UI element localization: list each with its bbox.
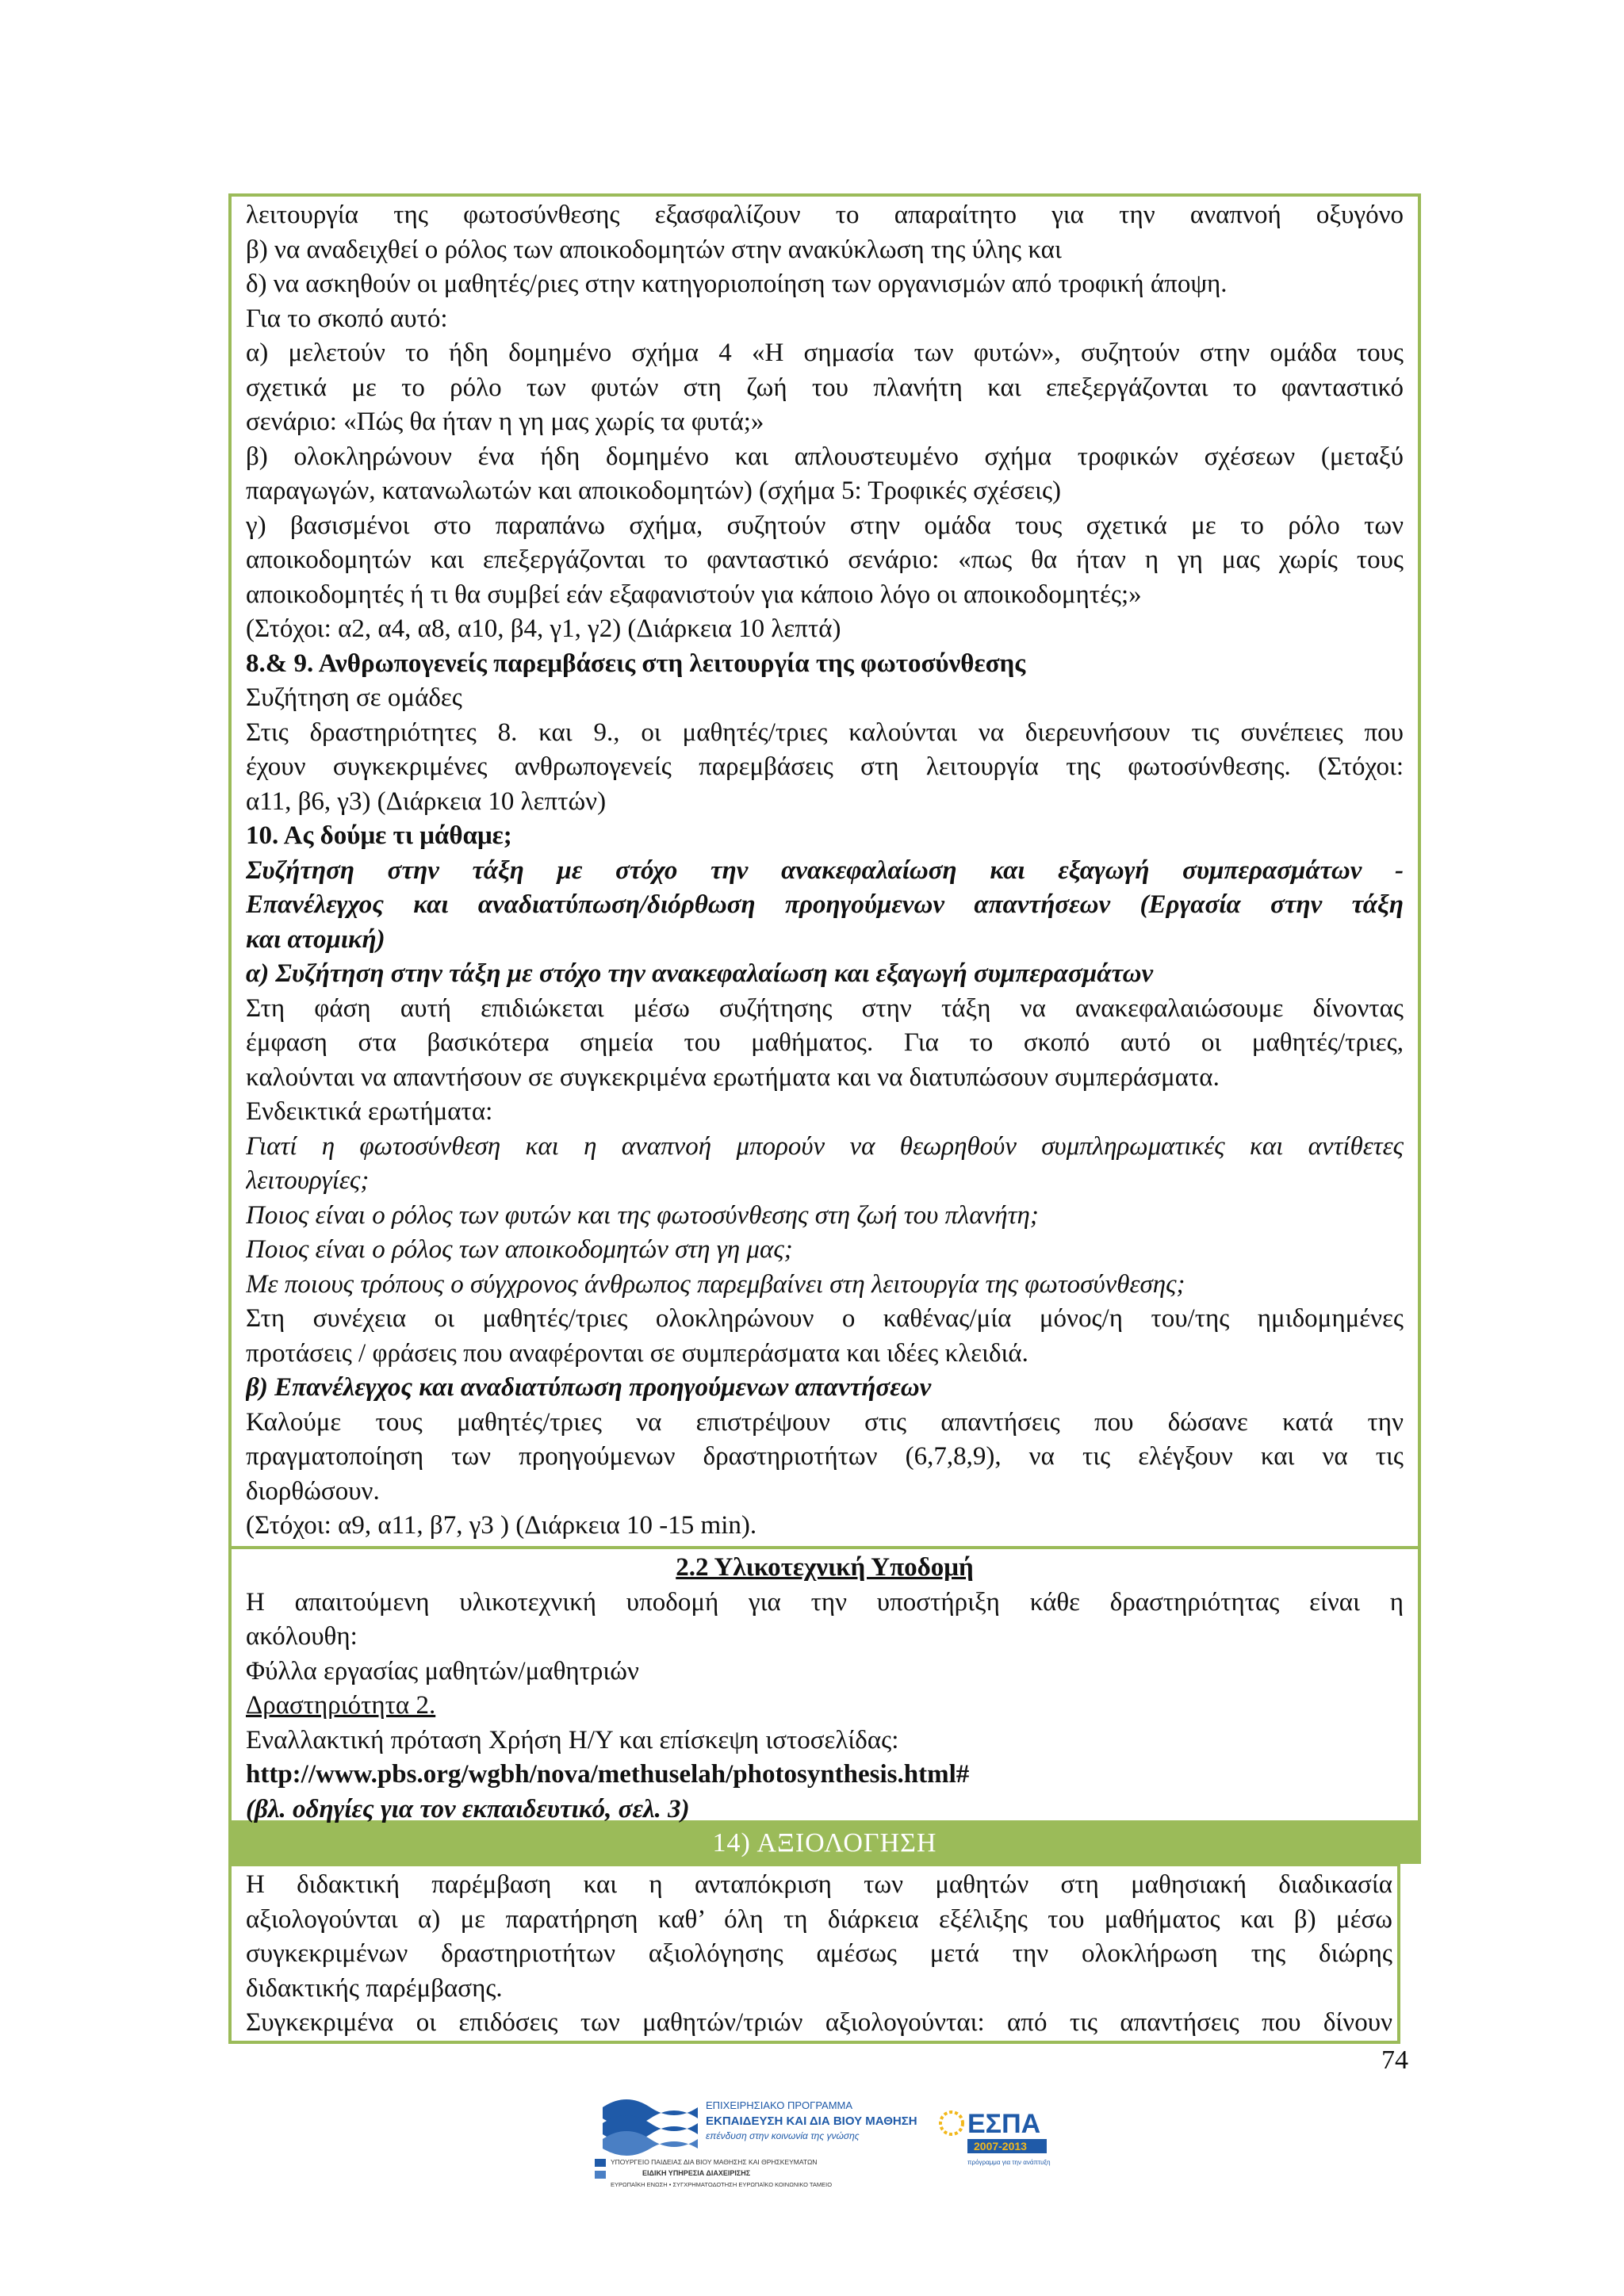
question-line: Γιατί η φωτοσύνθεση και η αναπνοή μπορούν να θεωρηθούν συμπληρωματικές και αντίθετες	[246, 1131, 1404, 1161]
text-line: σενάριο: «Πώς θα ήταν η γη μας χωρίς τα φυτά;»	[246, 408, 764, 436]
section-heading-infrastructure: 2.2 Υλικοτεχνική Υποδομή	[676, 1553, 974, 1582]
section-bar-evaluation: 14) ΑΞΙΟΛΟΓΗΣΗ	[228, 1823, 1421, 1864]
text-line: α) μελετούν το ήδη δομημένο σχήμα 4 «Η σημασία των φυτών», συζητούν στην ομάδα τους	[246, 339, 1404, 367]
subheading-line: και ατομική)	[246, 924, 385, 954]
text-line: γ) βασισμένοι στο παραπάνω σχήμα, συζητούν στην ομάδα τους σχετικά με το ρόλο των	[246, 511, 1404, 540]
logo-text: ΕΣΠΑ	[967, 2109, 1041, 2139]
text-line: Η απαιτούμενη υλικοτεχνική υποδομή για την υποστήριξη κάθε δραστηριότητας είναι η	[246, 1587, 1404, 1617]
text-line: β) ολοκληρώνουν ένα ήδη δομημένο και απλουστευμένο σχήμα τροφικών σχέσεων (μεταξύ	[246, 442, 1404, 471]
text-line: διορθώσουν.	[246, 1476, 380, 1506]
logo-text: 2007-2013	[974, 2140, 1027, 2152]
page-number: 74	[1381, 2045, 1408, 2075]
text-line: Δραστηριότητα 2.	[246, 1691, 436, 1720]
text-line: Συγκεκριμένα οι επιδόσεις των μαθητών/τριών αξιολογούνται: από τις απαντήσεις που δίνουν	[246, 2008, 1392, 2037]
text-line: Στη συνέχεια οι μαθητές/τριες ολοκληρώνουν ο καθένας/μία μόνος/η του/της ημιδομημένες	[246, 1304, 1404, 1333]
eu-flag-icon	[595, 2159, 606, 2167]
text-line: Ενδεικτικά ερωτήματα:	[246, 1097, 493, 1126]
text-line: Συζήτηση σε ομάδες	[246, 683, 462, 712]
subheading-line: Συζήτηση στην τάξη με στόχο την ανακεφαλαίωση και εξαγωγή συμπερασμάτων -	[246, 855, 1404, 885]
logo-text: ΥΠΟΥΡΓΕΙΟ ΠΑΙΔΕΙΑΣ ΔΙΑ ΒΙΟΥ ΜΑΘΗΣΗΣ ΚΑΙ ΘΡΗΣΚΕΥΜΑΤΩΝ	[611, 2158, 818, 2166]
subheading-line: β) Επανέλεγχος και αναδιατύπωση προηγούμενων απαντήσεων	[246, 1373, 932, 1402]
text-line: δ) να ασκηθούν οι μαθητές/ριες στην κατηγοριοποίηση των οργανισμών από τροφική άποψη.	[246, 270, 1228, 298]
text-line: αξιολογούνται α) με παρατήρηση καθ’ όλη τη διάρκεια εξέλιξης του μαθήματος και β) μέσω	[246, 1904, 1392, 1934]
subheading-line: α) Συζήτηση στην τάξη με στόχο την ανακεφαλαίωση και εξαγωγή συμπερασμάτων	[246, 959, 1154, 988]
activity-heading: 10. Ας δούμε τι μάθαμε;	[246, 821, 512, 850]
text-line: β) να αναδειχθεί ο ρόλος των αποικοδομητών στην ανακύκλωση της ύλης και	[246, 235, 1062, 264]
question-line: Με ποιους τρόπους ο σύγχρονος άνθρωπος παρεμβαίνει στη λειτουργία της φωτοσύνθεσης;	[246, 1269, 1185, 1299]
espa-logo-icon	[940, 2112, 963, 2134]
activity-heading: 8.& 9. Ανθρωπογενείς παρεμβάσεις στη λειτουργία της φωτοσύνθεσης	[246, 649, 1026, 678]
greek-flag-icon	[595, 2171, 606, 2179]
text-line: συγκεκριμένων δραστηριοτήτων αξιολόγησης αμέσως μετά την ολοκλήρωση της διώρης	[246, 1939, 1392, 1968]
text-line: Για το σκοπό αυτό:	[246, 304, 448, 333]
text-line: Η διδακτική παρέμβαση και η ανταπόκριση των μαθητών στη μαθησιακή διαδικασία	[246, 1870, 1392, 1899]
text-line: (βλ. οδηγίες για τον εκπαιδευτικό, σελ. 3)	[246, 1794, 690, 1823]
text-line: λειτουργία της φωτοσύνθεσης εξασφαλίζουν το απαραίτητο για την αναπνοή οξυγόνο	[246, 201, 1404, 229]
website-link[interactable]: http://www.pbs.org/wgbh/nova/methuselah/photosynthesis.html#	[246, 1760, 970, 1789]
question-line: Ποιος είναι ο ρόλος των αποικοδομητών στη γη μας;	[246, 1235, 793, 1264]
text-line: έχουν συγκεκριμένες ανθρωπογενείς παρεμβάσεις στη λειτουργία της φωτοσύνθεσης. (Στόχοι:	[246, 752, 1404, 781]
infrastructure-text	[246, 1551, 1404, 1827]
text-line: (Στόχοι: α9, α11, β7, γ3 ) (Διάρκεια 10 -15 min).	[246, 1511, 757, 1540]
text-line: έμφαση στα βασικότερα σημεία του μαθήματος. Για το σκοπό αυτό οι μαθητές/τριες,	[246, 1028, 1404, 1057]
text-line: αποικοδομητών και επεξεργάζονται το φανταστικό σενάριο: «πως θα ήταν η γη μας χωρίς τους	[246, 545, 1404, 574]
text-line: Καλούμε τους μαθητές/τριες να επιστρέψουν στις απαντήσεις που δώσανε κατά την	[246, 1407, 1404, 1437]
logo-text: ΕΠΙΧΕΙΡΗΣΙΑΚΟ ΠΡΟΓΡΑΜΜΑ	[706, 2099, 853, 2111]
question-line: Ποιος είναι ο ρόλος των φυτών και της φωτοσύνθεσης στη ζωή του πλανήτη;	[246, 1200, 1039, 1230]
footer-logos	[595, 2091, 1071, 2202]
logo-text: πρόγραμμα για την ανάπτυξη	[967, 2159, 1051, 2166]
program-logo-icon	[603, 2099, 698, 2156]
text-line: Φύλλα εργασίας μαθητών/μαθητριών	[246, 1656, 639, 1686]
text-line: παραγωγών, κατανωλωτών και αποικοδομητών) (σχήμα 5: Τροφικές σχέσεις)	[246, 476, 1062, 505]
text-line: Στις δραστηριότητες 8. και 9., οι μαθητές/τριες καλούνται να διερευνήσουν τις συνέπειες που	[246, 718, 1404, 747]
text-line: ακόλουθη:	[246, 1622, 358, 1651]
subheading-line: Επανέλεγχος και αναδιατύπωση/διόρθωση προηγούμενων απαντήσεων (Εργασία στην τάξη	[246, 890, 1404, 919]
text-line: αποικοδομητές ή τι θα συμβεί εάν εξαφανιστούν για κάποιο λόγο οι αποικοδομητές;»	[246, 580, 1142, 609]
text-line: σχετικά με το ρόλο των φυτών στη ζωή του πλανήτη και επεξεργάζονται το φανταστικό	[246, 373, 1404, 402]
text-line: διδακτικής παρέμβασης.	[246, 1973, 503, 2003]
text-line: Εναλλακτική πρόταση Χρήση Η/Υ και επίσκεψη ιστοσελίδας:	[246, 1725, 899, 1755]
text-line: προτάσεις / φράσεις που αναφέρονται σε συμπεράσματα και ιδέες κλειδιά.	[246, 1338, 1028, 1368]
text-line: πραγματοποίηση των προηγούμενων δραστηριοτήτων (6,7,8,9), να τις ελέγξουν και να τις	[246, 1442, 1404, 1471]
logo-text: ΕΥΡΩΠΑΪΚΗ ΕΝΩΣΗ • ΣΥΓΧΡΗΜΑΤΟΔΟΤΗΣΗ ΕΥΡΩΠΑΪΚΟ ΚΟΙΝΩΝΙΚΟ ΤΑΜΕΙΟ	[611, 2181, 833, 2188]
logo-text: ΕΙΔΙΚΗ ΥΠΗΡΕΣΙΑ ΔΙΑΧΕΙΡΙΣΗΣ	[642, 2169, 751, 2177]
question-line: λειτουργίες;	[246, 1166, 370, 1195]
logo-text: ΕΚΠΑΙΔΕΥΣΗ ΚΑΙ ΔΙΑ ΒΙΟΥ ΜΑΘΗΣΗ	[706, 2114, 917, 2128]
logo-text: επένδυση στην κοινωνία της γνώσης	[706, 2130, 860, 2141]
evaluation-text	[246, 1868, 1392, 2041]
text-line: Στη φάση αυτή επιδιώκεται μέσω συζήτησης στην τάξη να ανακεφαλαιώσουμε δίνοντας	[246, 993, 1404, 1023]
text-line: καλούνται να απαντήσουν σε συγκεκριμένα ερωτήματα και να διατυπώσουν συμπεράσματα.	[246, 1062, 1220, 1092]
text-line: α11, β6, γ3) (Διάρκεια 10 λεπτών)	[246, 786, 607, 816]
activities-text	[246, 198, 1404, 1544]
text-line: (Στόχοι: α2, α4, α8, α10, β4, γ1, γ2) (Διάρκεια 10 λεπτά)	[246, 614, 841, 643]
